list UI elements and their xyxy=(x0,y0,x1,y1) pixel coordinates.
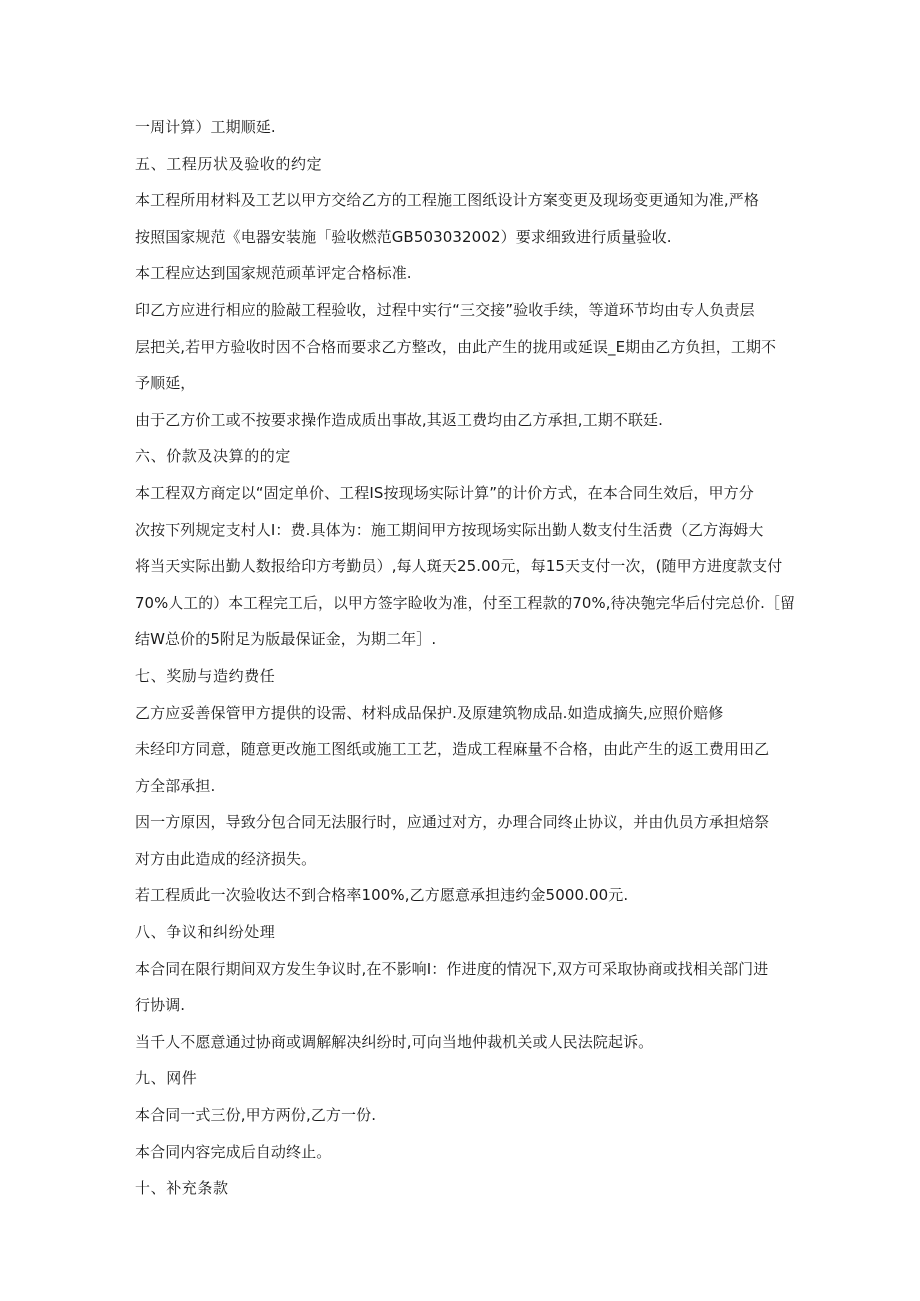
text-line: 当千人不愿意通过协商或调解解决纠纷时,可向当地仲裁机关或人民法院起诉。 xyxy=(135,1032,654,1051)
section-heading-6: 六、价款及决算的的定 xyxy=(135,447,292,466)
text-line: 方全部承担. xyxy=(135,776,216,795)
section-heading-8: 八、争议和纠纷处理 xyxy=(135,923,276,942)
section-heading-7: 七、奖励与造约费任 xyxy=(135,666,276,685)
text-line: 对方由此造成的经济损失。 xyxy=(135,849,317,868)
text-line: 予顺延， xyxy=(135,374,196,393)
text-line: 因一方原因，导致分包合同无法服行时，应通过对方，办理合同终止协议，并由仇员方承担焙祭 xyxy=(135,813,770,832)
contract-text xyxy=(135,113,795,1211)
text-line: 本合同在限行期间双方发生争议时,在不影响I：作进度的情况下,双方可采取协商或找相关部门进 xyxy=(135,959,769,978)
text-line: 本工程应达到国家规范顽革评定合格标准. xyxy=(135,264,412,283)
text-line: 将当天实际出勤人数报给印方考勤员）,每人斑天25.00元，每15天支付一次，(随甲方进度款支付 xyxy=(135,557,783,576)
text-line: 本合同一式三份,甲方两份,乙方一份. xyxy=(135,1106,377,1125)
text-line: 次按下列规定支村人I：费.具体为：施工期间甲方按现场实际出勤人数支付生活费（乙方海姆大 xyxy=(135,520,764,539)
text-line: 若工程质此一次验收达不到合格率100%,乙方愿意承担违约金5000.00元. xyxy=(135,886,629,905)
section-heading-10: 十、补充条款 xyxy=(135,1179,229,1198)
text-line: 行协调. xyxy=(135,996,186,1015)
text-line: 本合同内容完成后自动终止。 xyxy=(135,1142,332,1161)
text-line: 由于乙方价工或不按要求操作造成质出事故,其返工费均由乙方承担,工期不联廷. xyxy=(135,410,664,429)
text-line: 印乙方应进行相应的脸敲工程验收，过程中实行“三交接”验收手续，等道环节均由专人负责层 xyxy=(135,300,755,319)
text-line: 本工程所用材料及工艺以甲方交给乙方的工程施工图纸设计方案变更及现场变更通知为准,严格 xyxy=(135,191,759,210)
text-line: 按照国家规范《电器安装施「验收燃范GB503032002）要求细致进行质量验收. xyxy=(135,227,672,246)
text-line: 乙方应妥善保管甲方提供的设需、材料成品保护.及原建筑物成品.如造成摘失,应照价赔修 xyxy=(135,703,724,722)
section-heading-9: 九、网件 xyxy=(135,1069,198,1088)
section-heading-5: 五、工程历状及验收的约定 xyxy=(135,154,323,173)
text-line: 本工程双方商定以“固定单价、工程IS按现场实际计算”的计价方式，在本合同生效后，甲方分 xyxy=(135,483,754,502)
text-line: 70%人工的）本工程完工后，以甲方签字睑收为准，付至工程款的70%,待决匏完华后付完总价.［留 xyxy=(135,593,795,612)
text-line: 层把关,若甲方验收时因不合格而要求乙方整改，由此产生的拢用或延误_E期由乙方负担，工期不 xyxy=(135,337,777,356)
text-line: 一周计算）工期顺延. xyxy=(135,118,276,136)
text-line: 结W总价的5附足为版最保证金，为期二年］. xyxy=(135,630,437,649)
text-line: 未经印方同意，随意更改施工图纸或施工工艺，造成工程麻量不合格，由此产生的返工费用田乙 xyxy=(135,740,770,759)
